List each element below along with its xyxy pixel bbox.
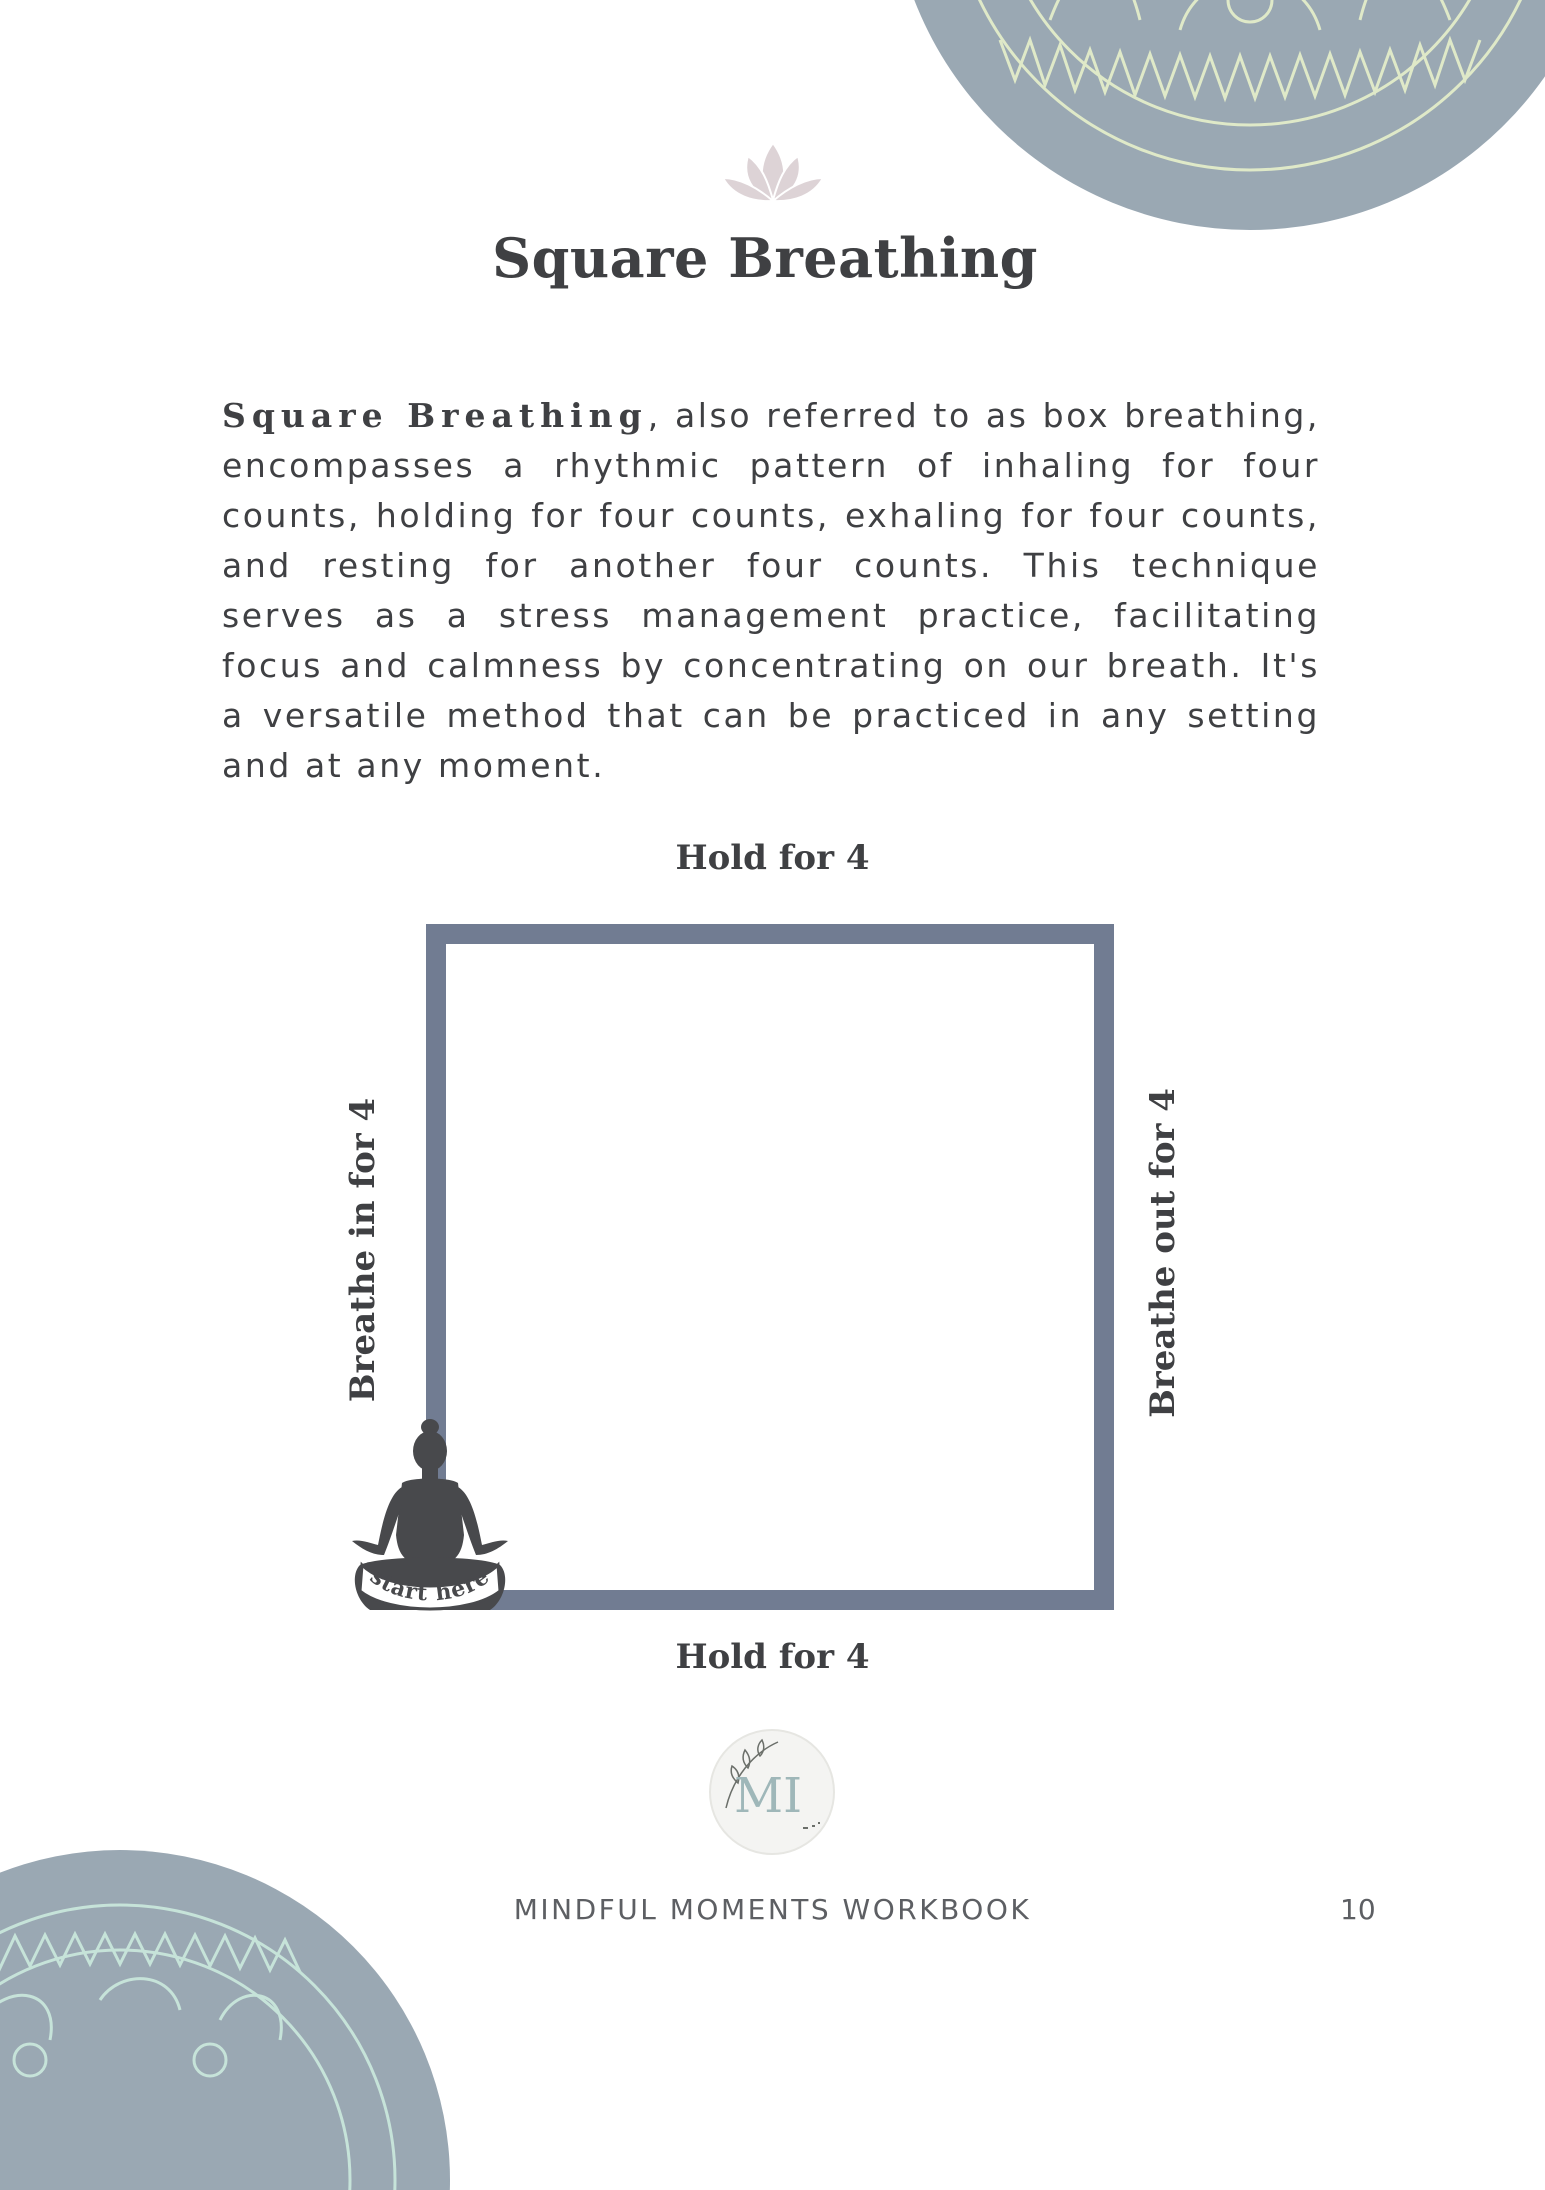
logo-initials: MI [733, 1768, 803, 1824]
breathing-square [426, 924, 1114, 1610]
lotus-icon [718, 138, 828, 208]
hold-bottom-label: Hold for 4 [675, 1637, 870, 1677]
page-number: 10 [1340, 1893, 1376, 1926]
footer-workbook-title: MINDFUL MOMENTS WORKBOOK [513, 1893, 1032, 1926]
page-title: Square Breathing [492, 226, 1038, 290]
brand-logo [708, 1728, 836, 1856]
intro-lead-term: Square Breathing [222, 396, 648, 435]
intro-text: , also referred to as box breathing, encompasses a rhythmic pattern of inhaling for four counts, holding for four counts, exhaling for four counts, and resting for another four counts. This technique serves as a stress management practice, facilitating focus and calmness by concentrating on our breath. It's a versatile method that can be practiced in any setting and at any moment. [222, 396, 1320, 785]
start-here-label: start here [365, 1563, 495, 1607]
hold-top-label: Hold for 4 [675, 838, 870, 878]
breathe-out-label: Breathe out for 4 [1143, 1088, 1183, 1418]
mandala-ornament-top [880, 0, 1545, 230]
intro-paragraph [222, 391, 1320, 791]
meditating-figure-icon [340, 1415, 520, 1615]
breathe-in-label: Breathe in for 4 [343, 1097, 383, 1403]
